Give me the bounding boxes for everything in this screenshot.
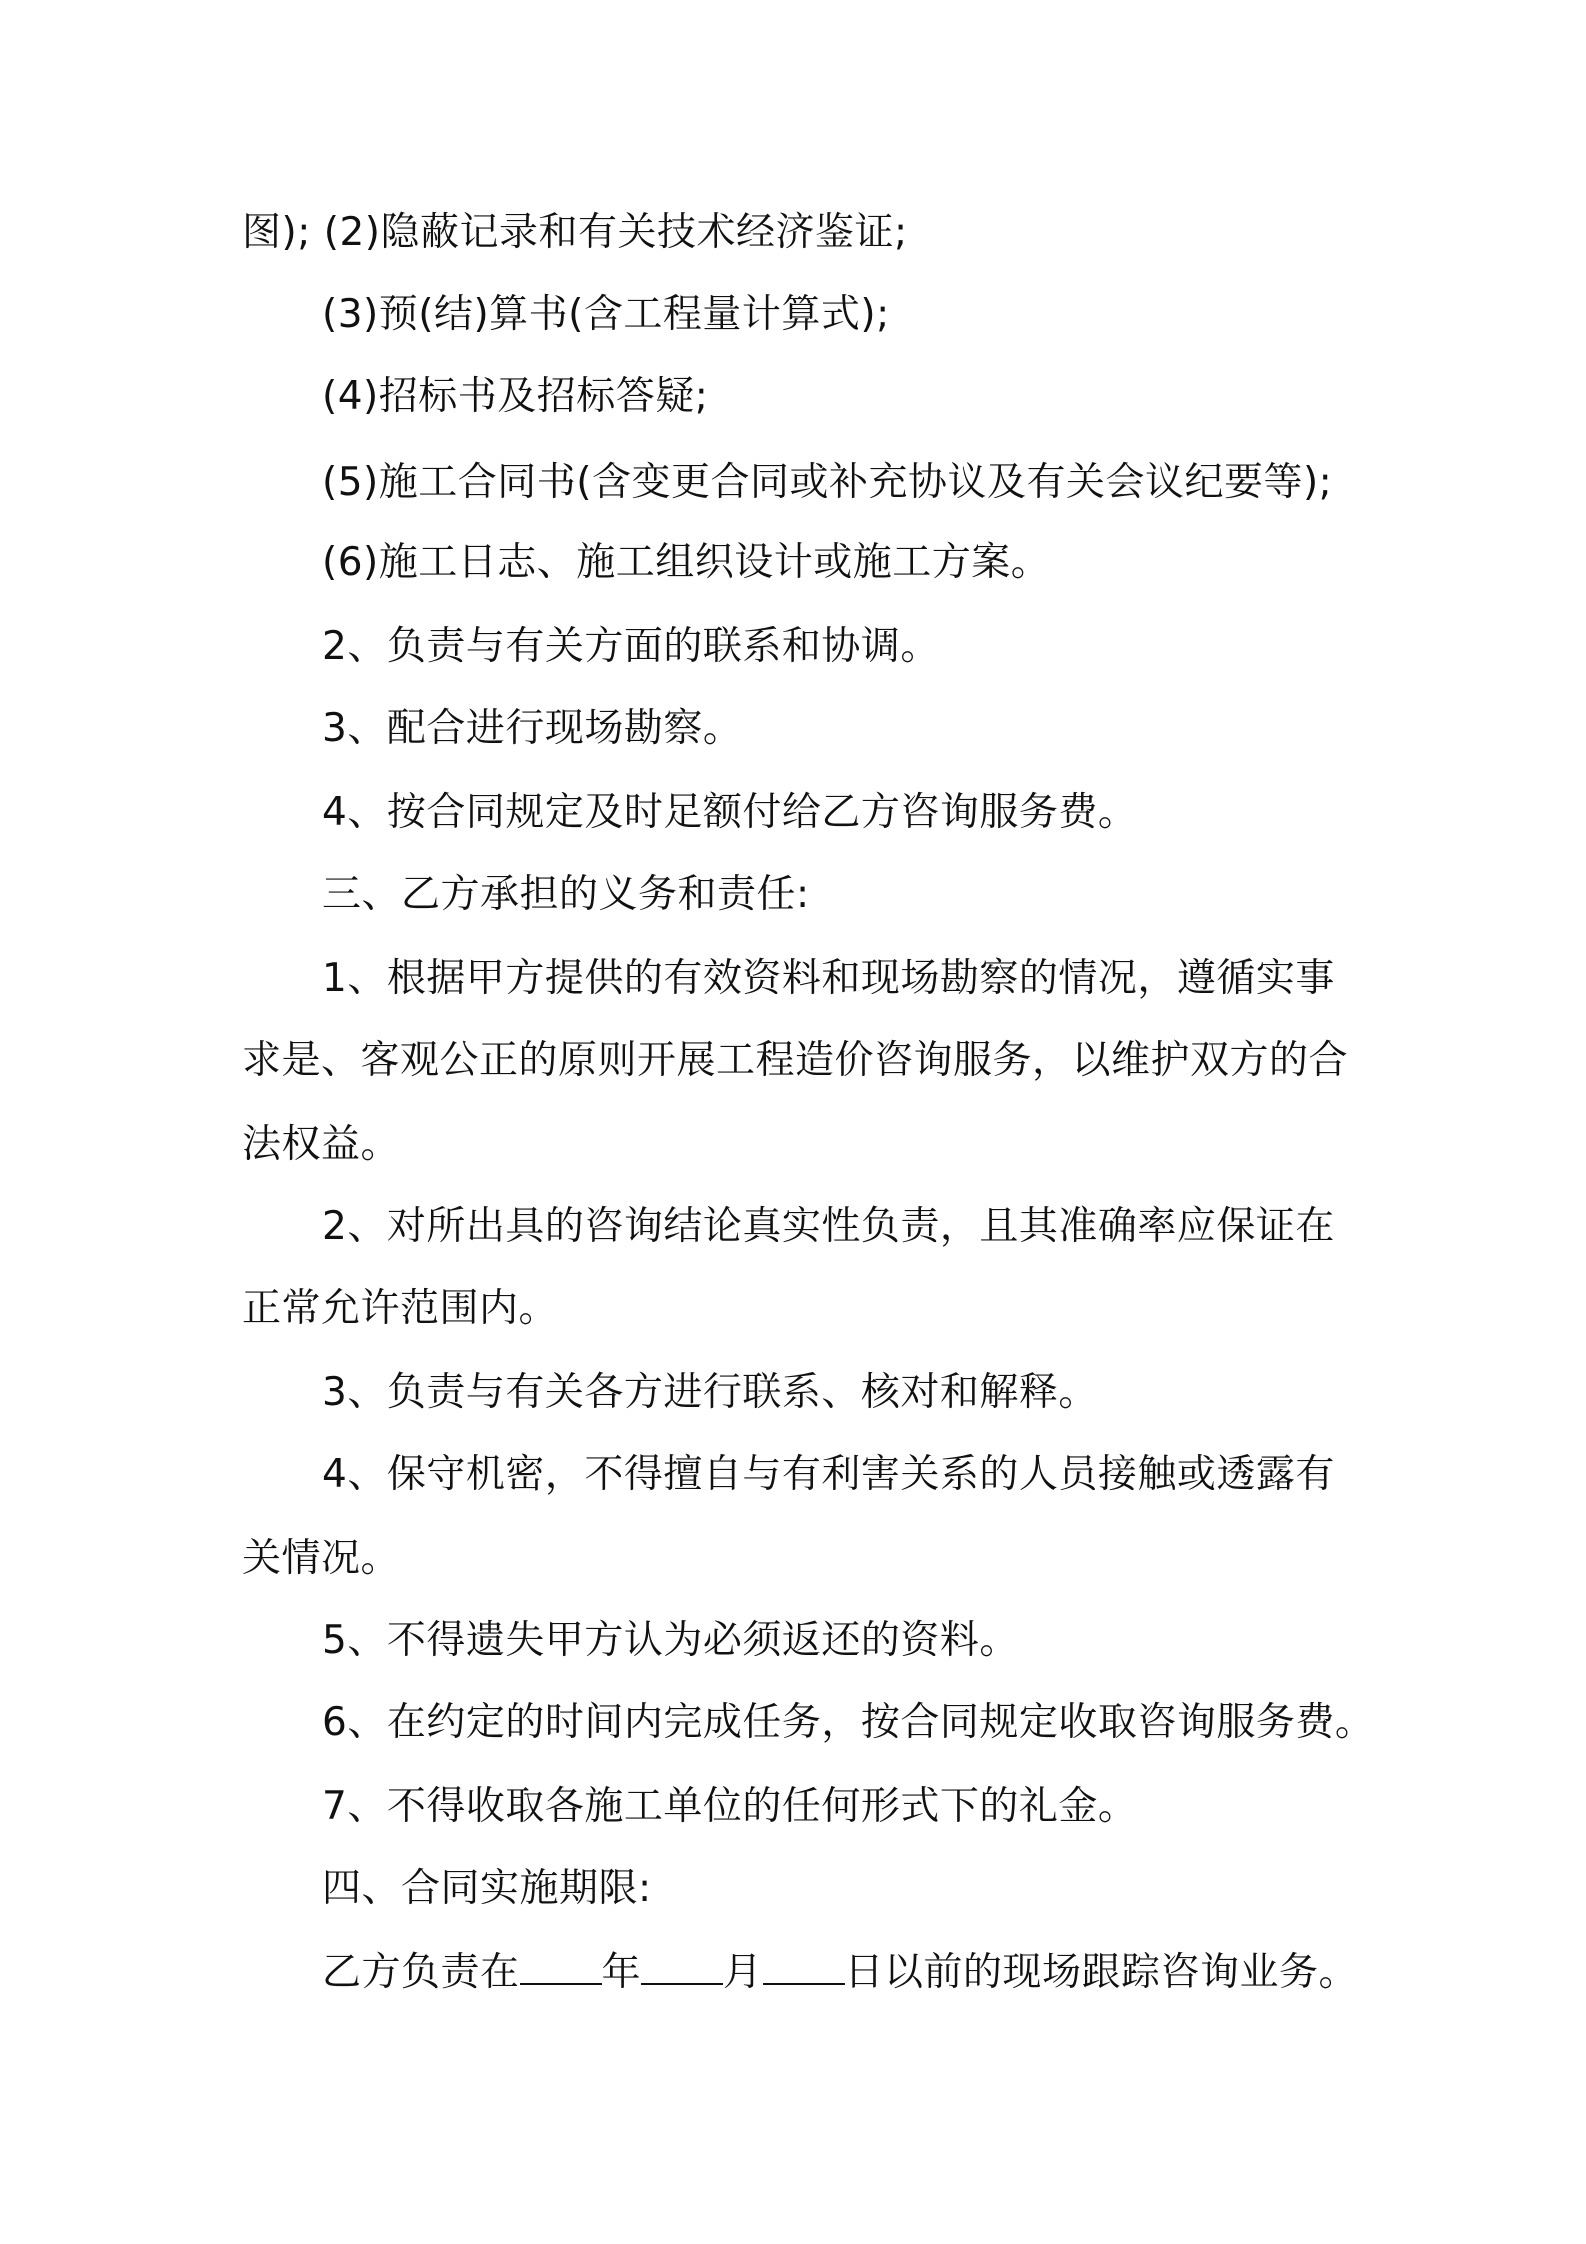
fill-in-blank — [763, 1953, 845, 1985]
text-line: (5)施工合同书(含变更合同或补充协议及有关会议纪要等); — [322, 460, 1333, 505]
text-line-with-blanks — [322, 1948, 1358, 1998]
text-line: (6)施工日志、施工组织设计或施工方案。 — [322, 540, 1051, 585]
text-line: 3、负责与有关各方进行联系、核对和解释。 — [322, 1370, 1098, 1415]
text-line: 4、保守机密，不得擅自与有利害关系的人员接触或透露有 — [322, 1452, 1335, 1497]
section-heading: 四、合同实施期限: — [322, 1866, 652, 1911]
text-segment: 年 — [601, 1950, 642, 1995]
text-line: 图); (2)隐蔽记录和有关技术经济鉴证; — [242, 210, 908, 255]
fill-in-blank — [641, 1953, 723, 1985]
text-line: 2、对所出具的咨询结论真实性负责，且其准确率应保证在 — [322, 1204, 1335, 1249]
text-line: 1、根据甲方提供的有效资料和现场勘察的情况，遵循实事 — [322, 956, 1335, 1001]
text-line: 7、不得收取各施工单位的任何形式下的礼金。 — [322, 1784, 1138, 1829]
text-line: 关情况。 — [242, 1536, 401, 1581]
text-line: 5、不得遗失甲方认为必须返还的资料。 — [322, 1618, 1019, 1663]
text-line: 4、按合同规定及时足额付给乙方咨询服务费。 — [322, 790, 1138, 835]
text-line: 求是、客观公正的原则开展工程造价咨询服务，以维护双方的合 — [242, 1038, 1349, 1083]
section-heading: 三、乙方承担的义务和责任: — [322, 872, 810, 917]
text-segment: 月 — [723, 1950, 763, 1995]
text-segment: 日以前的现场跟踪咨询业务。 — [844, 1950, 1359, 1995]
text-line: 2、负责与有关方面的联系和协调。 — [322, 624, 940, 669]
text-line: (3)预(结)算书(含工程量计算式); — [322, 292, 890, 337]
text-line: 3、配合进行现场勘察。 — [322, 706, 743, 751]
text-line: 正常允许范围内。 — [242, 1286, 559, 1331]
fill-in-blank — [520, 1953, 602, 1985]
text-line: (4)招标书及招标答疑; — [322, 374, 709, 419]
text-line: 法权益。 — [242, 1122, 401, 1167]
text-line: 6、在约定的时间内完成任务，按合同规定收取咨询服务费。 — [322, 1700, 1375, 1745]
text-segment: 乙方负责在 — [322, 1950, 520, 1995]
